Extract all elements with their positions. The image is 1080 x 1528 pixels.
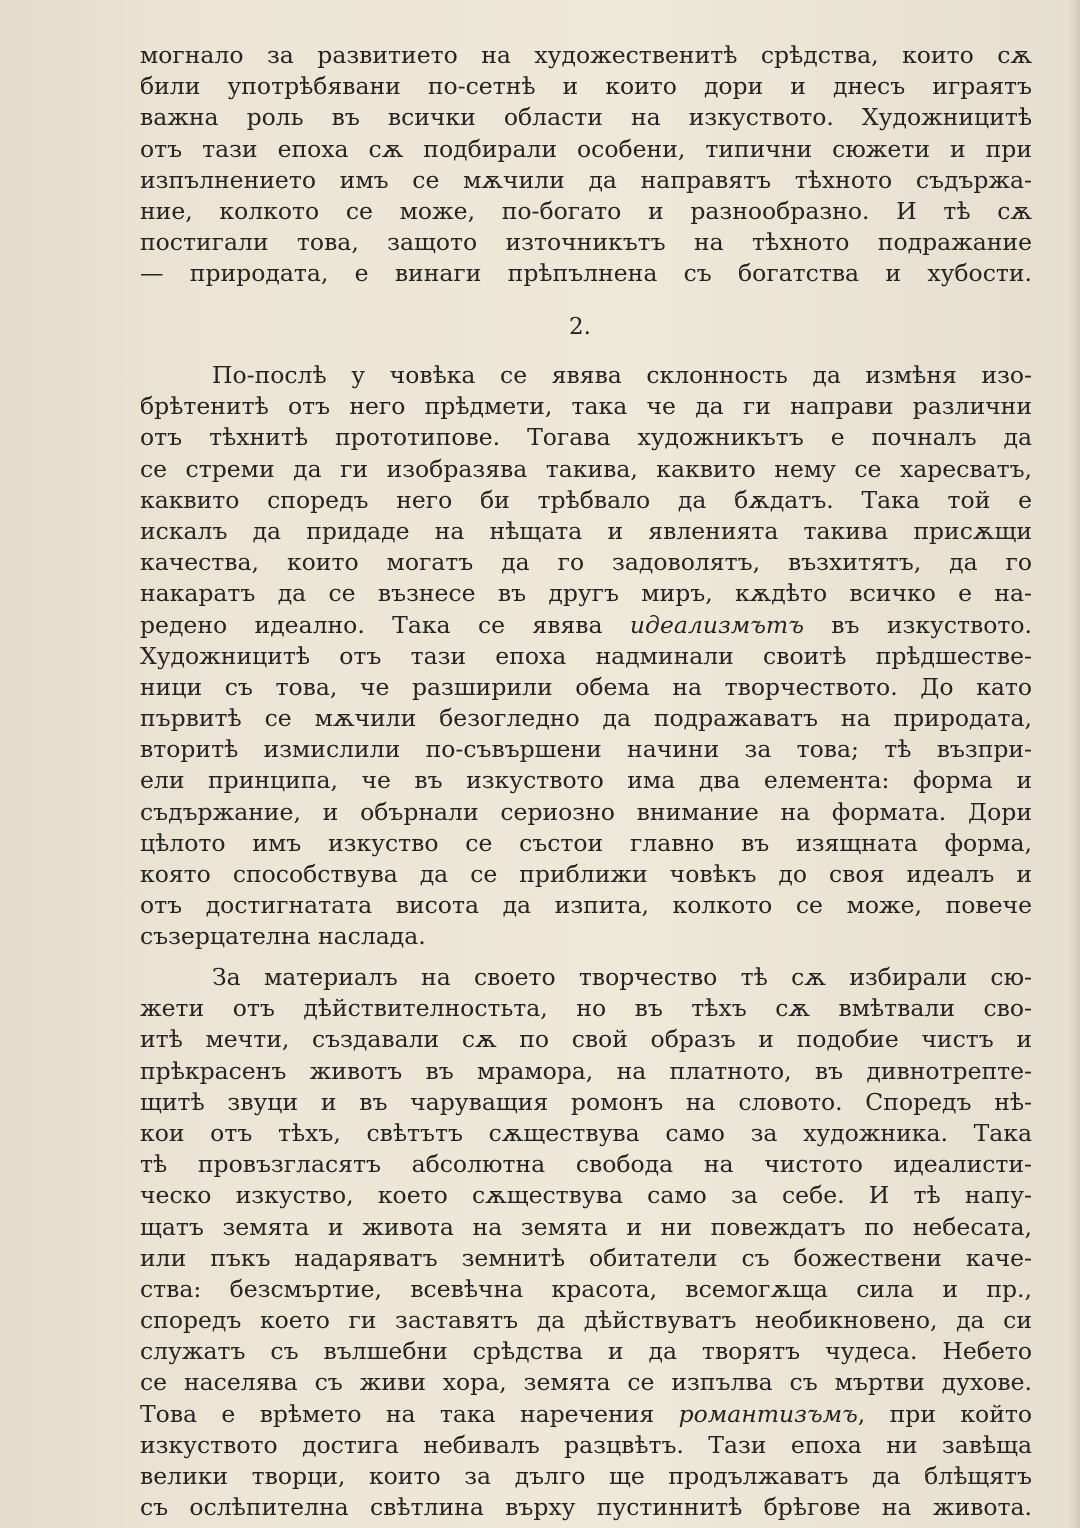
section-number: 2. (569, 314, 591, 340)
text-run: Това е врѣмето на така наречения (140, 1399, 679, 1428)
paragraph-last-line: съзерцателна наслада. (140, 922, 426, 951)
text-line: изкуството достига небивалъ разцвѣтъ. Тази епоха ни завѣща (140, 1430, 1032, 1459)
text-line: щатъ земята и живота на земята и ни повеждатъ по небесата, (140, 1212, 1032, 1241)
text-run: , при който (857, 1399, 1032, 1428)
text-run: редено идеално. Така се явява (140, 610, 630, 639)
text-line: важна роль въ всички области на изкуството. Художницитѣ (140, 103, 1032, 132)
text-line: цѣлото имъ изкуство се състои главно въ изящната форма, (140, 828, 1032, 857)
text-line: която способствува да се приближи човѣкъ до своя идеалъ и (140, 860, 1032, 888)
text-line: Художницитѣ отъ тази епоха надминали своитѣ прѣдшестве- (140, 641, 1032, 670)
text-line: споредъ което ги заставятъ да дѣйствуватъ необикновено, да си (140, 1306, 1032, 1335)
text-line: качества, които могатъ да го задоволятъ, възхитятъ, да го (140, 548, 1032, 577)
text-line: ници съ това, че разширили обема на творчеството. До като (140, 672, 1032, 701)
text-line: тѣ провъзгласятъ абсолютна свобода на чистото идеалисти- (140, 1150, 1032, 1179)
text-line: жети отъ дѣйствителностьта, но въ тѣхъ сѫ вмѣтвали сво- (140, 994, 1032, 1023)
paragraph-first-line: За материалъ на своето творчество тѣ сѫ избирали сю- (212, 963, 1032, 991)
text-line: първитѣ се мѫчили безогледно да подражаватъ на природата, (140, 704, 1032, 733)
text-line: искалъ да придаде на нѣщата и явленията такива присѫщи (140, 516, 1032, 545)
text-line: брѣтенитѣ отъ него прѣдмети, така че да ги направи различни (140, 392, 1032, 421)
text-line: итѣ мечти, създавали сѫ по свой образъ и подобие чистъ и (140, 1025, 1032, 1054)
text-line: или пъкъ надаряватъ земнитѣ обитатели съ божествени каче- (140, 1243, 1032, 1272)
text-line: се населява съ живи хора, земята се изпълва съ мъртви духове. (140, 1368, 1032, 1397)
top-paragraph (140, 40, 1032, 290)
paragraph-first-line: По-послѣ у човѣка се явява склонность да измѣня изо- (212, 361, 1032, 389)
text-line-with-emphasis (140, 610, 1032, 641)
text-line: прѣкрасенъ животъ въ мрамора, на платното, въ дивнотрепте- (140, 1056, 1032, 1085)
text-line: постигали това, защото източникътъ на тѣхното подражание (140, 228, 1032, 257)
text-line-with-emphasis (140, 1399, 1032, 1430)
emphasized-term: романтизъмъ (678, 1399, 858, 1428)
text-run: въ изкуството. (803, 610, 1032, 639)
text-line: могнало за развитието на художественитѣ срѣдства, които сѫ (140, 41, 1032, 69)
paragraph-3 (140, 962, 1032, 1523)
text-line: ства: безсмъртие, всевѣчна красота, всемогѫща сила и пр., (140, 1274, 1032, 1303)
text-line: съ ослѣпителна свѣтлина върху пустиннитѣ брѣгове на живота. (140, 1493, 1032, 1522)
text-line: отъ достигнатата висота да изпита, колкото се може, повече (140, 891, 1032, 920)
text-line: служатъ съ вълшебни срѣдства и да творятъ чудеса. Небето (140, 1337, 1032, 1366)
text-line: изпълнението имъ се мѫчили да направятъ тѣхното съдържа- (140, 165, 1032, 194)
text-line: отъ тази епоха сѫ подбирали особени, типични сюжети и при (140, 134, 1032, 163)
paragraph-2 (140, 360, 1032, 953)
page-edge-shadow (1068, 0, 1080, 1528)
text-line: се стреми да ги изобразява такива, каквито нему се харесватъ, (140, 454, 1032, 483)
text-line: ние, колкото се може, по-богато и разнообразно. И тѣ сѫ (140, 196, 1032, 225)
text-line: велики творци, които за дълго ще продължаватъ да блѣщятъ (140, 1462, 1032, 1490)
text-line: кои отъ тѣхъ, свѣтътъ сѫществува само за художника. Така (140, 1118, 1032, 1147)
text-line: накаратъ да се възнесе въ другъ миръ, кѫдѣто всичко е на- (140, 579, 1032, 608)
text-line: ели принципа, че въ изкуството има два елемента: форма и (140, 766, 1032, 795)
emphasized-term: идеализмътъ (629, 610, 804, 639)
text-line: съдържание, и обърнали сериозно внимание на формата. Дори (140, 797, 1032, 826)
text-line: били употрѣбявани по-сетнѣ и които дори и днесъ играятъ (140, 72, 1032, 101)
text-line: щитѣ звуци и въ чаруващия ромонъ на словото. Споредъ нѣ- (140, 1087, 1032, 1116)
text-line: вторитѣ измислили по-съвършени начини за това; тѣ възпри- (140, 735, 1032, 764)
text-line: каквито споредъ него би трѣбвало да бѫдатъ. Така той е (140, 485, 1032, 514)
text-line: — природата, е винаги прѣпълнена съ богатства и хубости. (140, 259, 1032, 288)
text-line: ческо изкуство, което сѫществува само за себе. И тѣ напу- (140, 1181, 1032, 1210)
text-line: отъ тѣхнитѣ прототипове. Тогава художникътъ е почналъ да (140, 423, 1032, 452)
